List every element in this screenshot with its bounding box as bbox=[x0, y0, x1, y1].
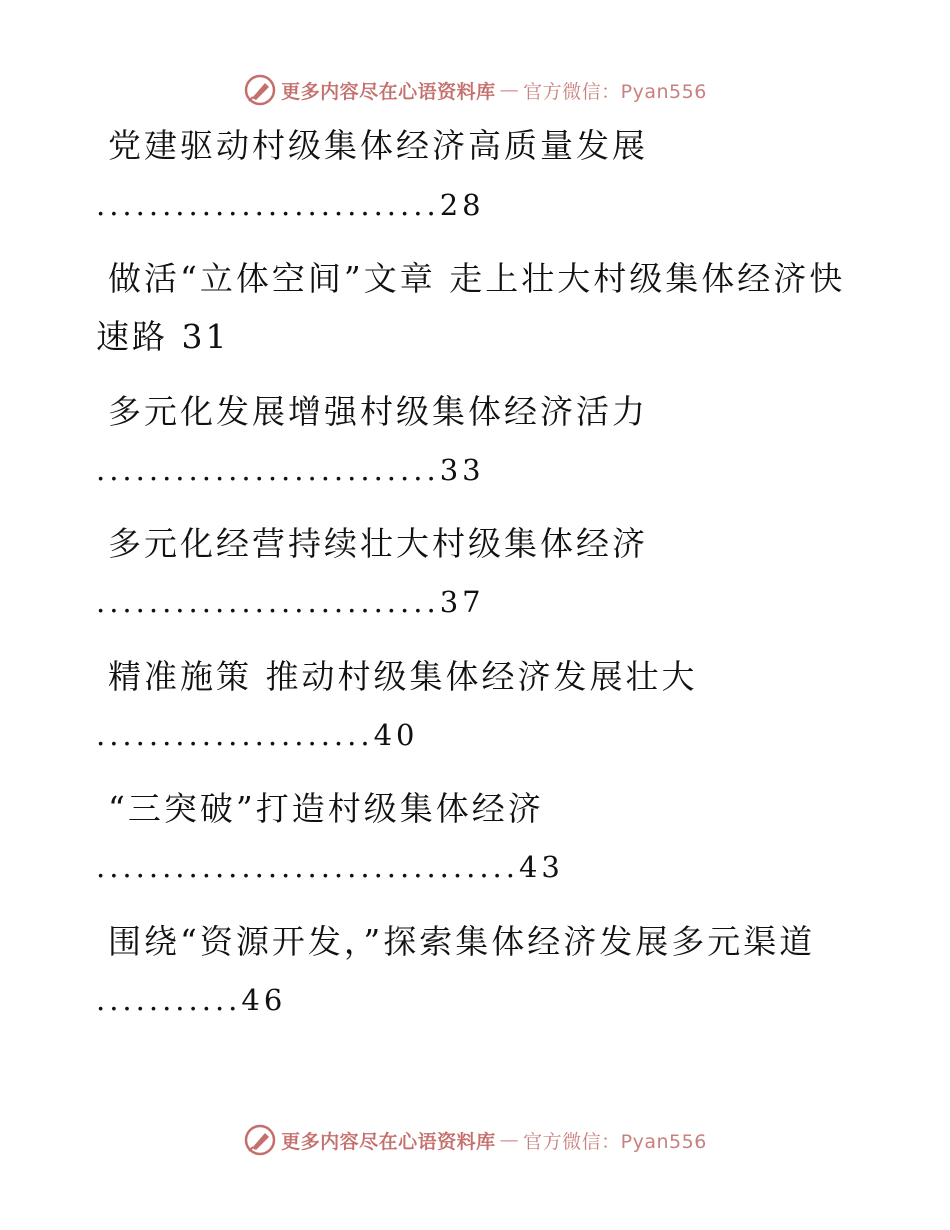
toc-entry-title[interactable]: 做活“立体空间”文章 走上壮大村级集体经济快 bbox=[108, 259, 846, 298]
toc-entry-leader bbox=[96, 980, 286, 1020]
page-number: 43 bbox=[518, 850, 564, 884]
toc-entry-leader bbox=[96, 185, 485, 225]
toc-entry-leader bbox=[96, 847, 564, 887]
page-number: 28 bbox=[439, 188, 485, 222]
page-number: 31 bbox=[181, 317, 230, 356]
page-number: 33 bbox=[439, 453, 485, 487]
toc-entry-leader bbox=[96, 715, 419, 755]
dot-leader: ................................ bbox=[96, 850, 519, 884]
toc-entry-leader bbox=[96, 450, 485, 490]
toc-entry-title[interactable]: 党建驱动村级集体经济高质量发展 bbox=[108, 126, 648, 165]
watermark-main-text: 更多内容尽在心语资料库 bbox=[281, 1130, 496, 1153]
dot-leader: .......................... bbox=[96, 453, 440, 487]
dot-leader: ........... bbox=[96, 983, 242, 1017]
page-number: 40 bbox=[373, 718, 419, 752]
toc-entry-title[interactable]: 围绕“资源开发，”探索集体经济发展多元渠道 bbox=[108, 922, 816, 961]
page-number: 37 bbox=[439, 585, 485, 619]
toc-entry-title[interactable]: 多元化发展增强村级集体经济活力 bbox=[108, 392, 648, 431]
page-number: 46 bbox=[241, 983, 287, 1017]
toc-entry-title[interactable]: 精准施策 推动村级集体经济发展壮大 bbox=[108, 657, 698, 696]
toc-entry-title[interactable]: “三突破”打造村级集体经济 bbox=[108, 789, 544, 828]
toc-entry-title[interactable]: 多元化经营持续壮大村级集体经济 bbox=[108, 524, 648, 563]
pen-nib-logo-icon bbox=[243, 1123, 277, 1157]
watermark-dash: — bbox=[499, 79, 520, 101]
footer-watermark bbox=[0, 1120, 950, 1160]
watermark-sub-text: 官方微信：Pyan556 bbox=[523, 80, 707, 103]
pen-nib-logo-icon bbox=[243, 73, 277, 107]
watermark-main-text: 更多内容尽在心语资料库 bbox=[281, 80, 496, 103]
watermark-sub-text: 官方微信：Pyan556 bbox=[523, 1130, 707, 1153]
toc-entry-title-continued[interactable]: 速路 31 bbox=[96, 317, 230, 356]
watermark-dash: — bbox=[499, 1129, 520, 1151]
toc-entry-leader bbox=[96, 582, 485, 622]
dot-leader: ..................... bbox=[96, 718, 374, 752]
header-watermark bbox=[0, 70, 950, 110]
dot-leader: .......................... bbox=[96, 188, 440, 222]
dot-leader: .......................... bbox=[96, 585, 440, 619]
